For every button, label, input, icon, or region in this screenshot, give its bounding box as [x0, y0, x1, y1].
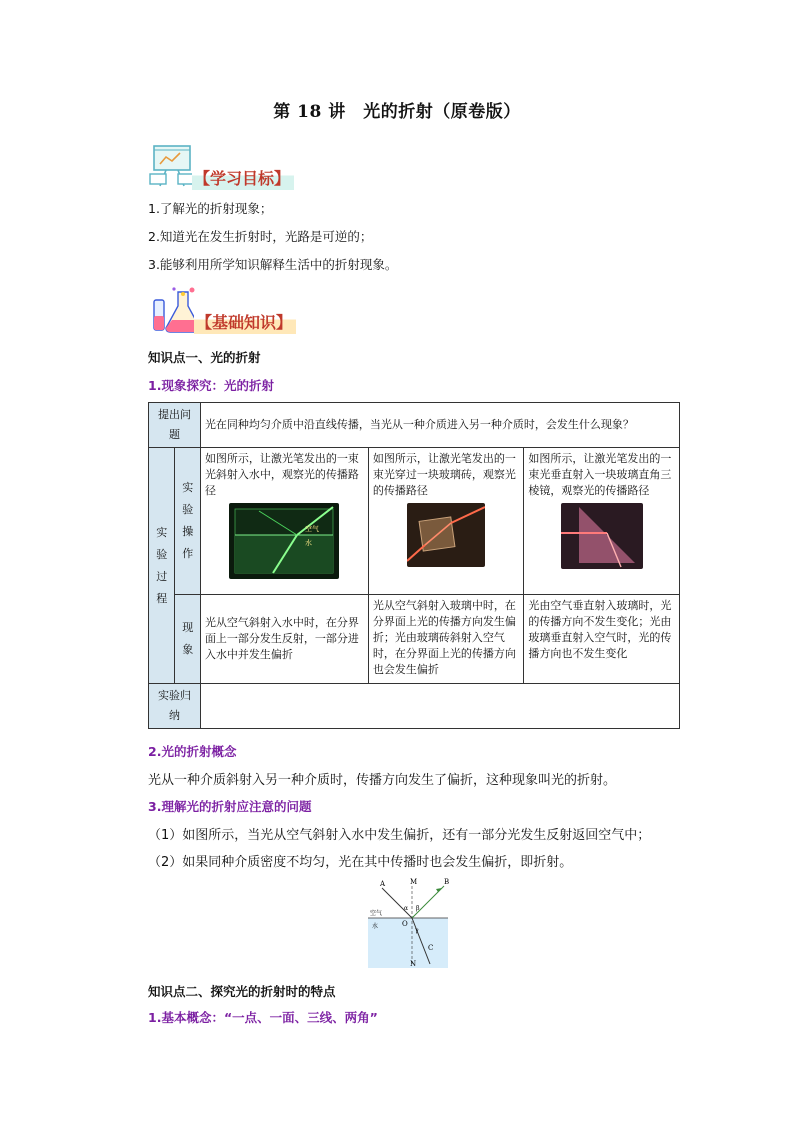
- basic-knowledge-label: 【基础知识】: [194, 310, 296, 334]
- water-tank-laser-photo: [229, 503, 339, 579]
- learning-goals-list: [148, 195, 397, 279]
- refraction-diagram: [366, 874, 450, 970]
- subsection-title: 1.基本概念：“一点、一面、三线、两角”: [148, 1010, 378, 1025]
- point-c-label: C: [428, 944, 434, 952]
- gamma-angle-label: γ: [415, 927, 419, 934]
- operation-label-cell: 实验操作: [175, 448, 201, 595]
- subsection-title: 2.光的折射概念: [148, 744, 237, 759]
- point-b-label: B: [444, 878, 450, 886]
- air-medium-label: 空气: [370, 910, 383, 917]
- process-label-cell: 实验过程: [149, 448, 175, 684]
- goal-item: 1.了解光的折射现象；: [148, 201, 273, 216]
- knowledge-point-1-title: 知识点一、光的折射: [148, 350, 261, 365]
- table-row: [149, 684, 680, 729]
- phenomenon-cell-3: 光由空气垂直射入玻璃时，光的传播方向不发生变化；光由玻璃垂直射入空气时，光的传播方向也不发生变化: [524, 595, 680, 684]
- point-n-label: N: [410, 960, 417, 968]
- point-a-label: A: [380, 880, 386, 888]
- air-label: 空气: [305, 525, 320, 533]
- operation-cell-1: 如图所示，让激光笔发出的一束光斜射入水中，观察光的传播路径 空气 水: [200, 448, 368, 595]
- point-o-label: O: [402, 920, 408, 928]
- alpha-angle-label: α: [404, 905, 409, 912]
- table-row: [149, 403, 680, 448]
- classroom-board-icon: [148, 144, 198, 190]
- note-item: （1）如图所示，当光从空气斜射入水中发生偏折，还有一部分光发生反射返回空气中；: [148, 828, 651, 843]
- question-text-cell: 光在同种均匀介质中沿直线传播，当光从一种介质进入另一种介质时，会发生什么现象？: [200, 403, 679, 448]
- operation-cell-3: 如图所示，让激光笔发出的一束光垂直射入一块玻璃直角三棱镜，观察光的传播路径: [524, 448, 680, 595]
- table-row: [149, 448, 680, 595]
- basic-knowledge-heading: [148, 284, 296, 334]
- knowledge-point-2-title: 知识点二、探究光的折射时的特点: [148, 984, 336, 999]
- water-medium-label: 水: [372, 923, 379, 930]
- phenomenon-cell-2: 光从空气斜射入玻璃中时，在分界面上光的传播方向发生偏折；光由玻璃砖斜射入空气时，在分界面上光的传播方向也会发生偏折: [368, 595, 524, 684]
- table-row: [149, 595, 680, 684]
- point-m-label: M: [410, 878, 418, 886]
- experiment-table: [148, 402, 680, 729]
- page-title: 第 18 讲 光的折射（原卷版）: [273, 102, 521, 122]
- prism-laser-photo: [561, 503, 643, 569]
- question-label-cell: 提出问题: [149, 403, 201, 448]
- phenomenon-label-cell: 现象: [175, 595, 201, 684]
- note-item: （2）如果同种介质密度不均匀，光在其中传播时也会发生偏折，即折射。: [148, 855, 573, 870]
- summary-label-cell: 实验归纳: [149, 684, 201, 729]
- beta-angle-label: β: [416, 905, 420, 912]
- learning-goals-label: 【学习目标】: [192, 166, 294, 190]
- goal-item: 2.知道光在发生折射时，光路是可逆的；: [148, 229, 373, 244]
- water-label: 水: [305, 539, 313, 547]
- summary-text-cell: [200, 684, 679, 729]
- subsection-title: 1.现象探究：光的折射: [148, 378, 274, 393]
- goal-item: 3.能够利用所学知识解释生活中的折射现象。: [148, 257, 398, 272]
- learning-goals-heading: [148, 140, 294, 190]
- glass-brick-laser-photo: [407, 503, 485, 567]
- phenomenon-cell-1: 光从空气斜射入水中时，在分界面上一部分发生反射，一部分进入水中并发生偏折: [200, 595, 368, 684]
- operation-cell-2: 如图所示，让激光笔发出的一束光穿过一块玻璃砖，观察光的传播路径: [368, 448, 524, 595]
- refraction-concept-text: 光从一种介质斜射入另一种介质时，传播方向发生了偏折，这种现象叫光的折射。: [148, 773, 617, 788]
- subsection-title: 3.理解光的折射应注意的问题: [148, 799, 312, 814]
